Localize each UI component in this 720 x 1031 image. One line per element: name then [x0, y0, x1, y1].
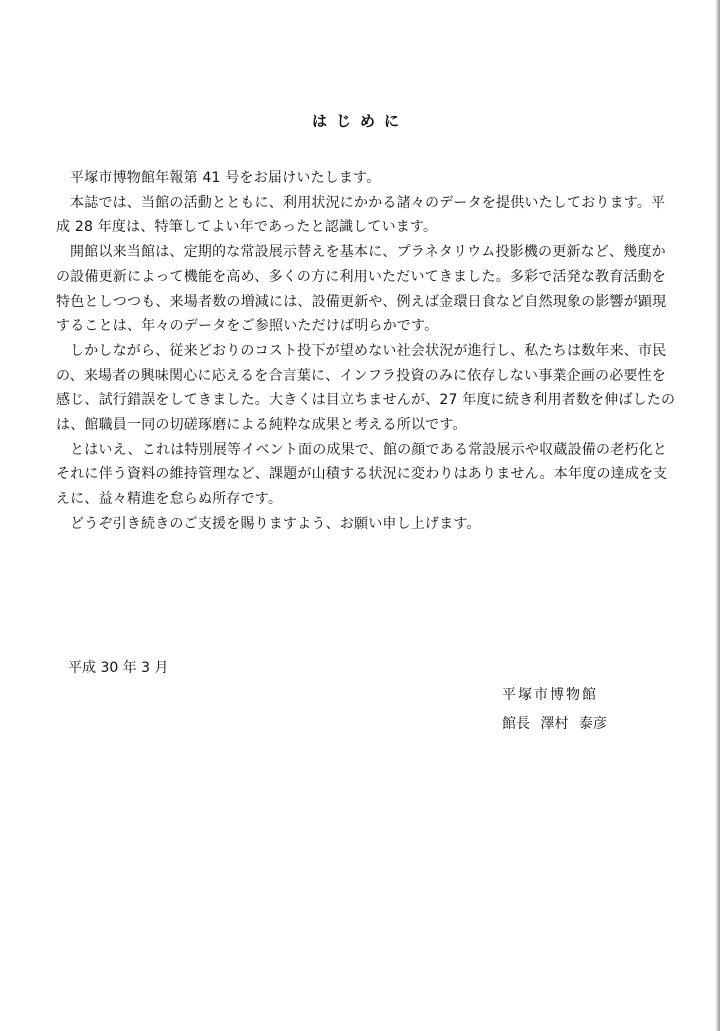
paragraph-3: 開館以来当館は、定期的な常設展示替えを基本に、プラネタリウム投影機の更新など、幾度かの設備更新によって機能を高め、多くの方に利用いただいてきました。多彩で活発な教育活動を特色としつつも、来場者数の増減には、設備更新や、例えば金環日食など自然現象の影響が顕現することは、年々のデータをご参照いただけば明らかです。	[56, 244, 667, 335]
document-date: 平成 30 年 3 月	[68, 660, 169, 676]
scan-edge	[716, 0, 720, 1031]
signatory-name: 館長 澤村 泰彦	[502, 716, 607, 732]
paragraph-2: 本誌では、当館の活動とともに、利用状況にかかる諸々のデータを提供いたしております。平成 28 年度は、特筆してよい年であったと認識しています。	[56, 194, 666, 236]
organization-name: 平塚市博物館	[502, 687, 598, 703]
document-body	[56, 166, 678, 537]
paragraph-4: しかしながら、従来どおりのコスト投下が望めない社会状況が進行し、私たちは数年来、市民の、来場者の興味関心に応えるを合言葉に、インフラ投資のみに依存しない事業企画の必要性を感じ、試行錯誤をしてきました。大きくは目立ちませんが、27 年度に続き利用者数を伸ばしたのは、館職員一同の切磋琢磨による純粋な成果と考える所以です。	[56, 342, 676, 434]
paragraph-1: 平塚市博物館年報第 41 号をお届けいたします。	[70, 170, 381, 186]
paragraph-5: とはいえ、これは特別展等イベント面の成果で、館の顔である常設展示や収蔵設備の老朽化とそれに伴う資料の維持管理など、課題が山積する状況に変わりはありません。本年度の達成を支えに、益々精進を怠らぬ所存です。	[56, 441, 668, 508]
document-title: はじめに	[311, 112, 408, 130]
paragraph-6: どうぞ引き続きのご支援を賜りますよう、お願い申し上げます。	[70, 515, 481, 532]
